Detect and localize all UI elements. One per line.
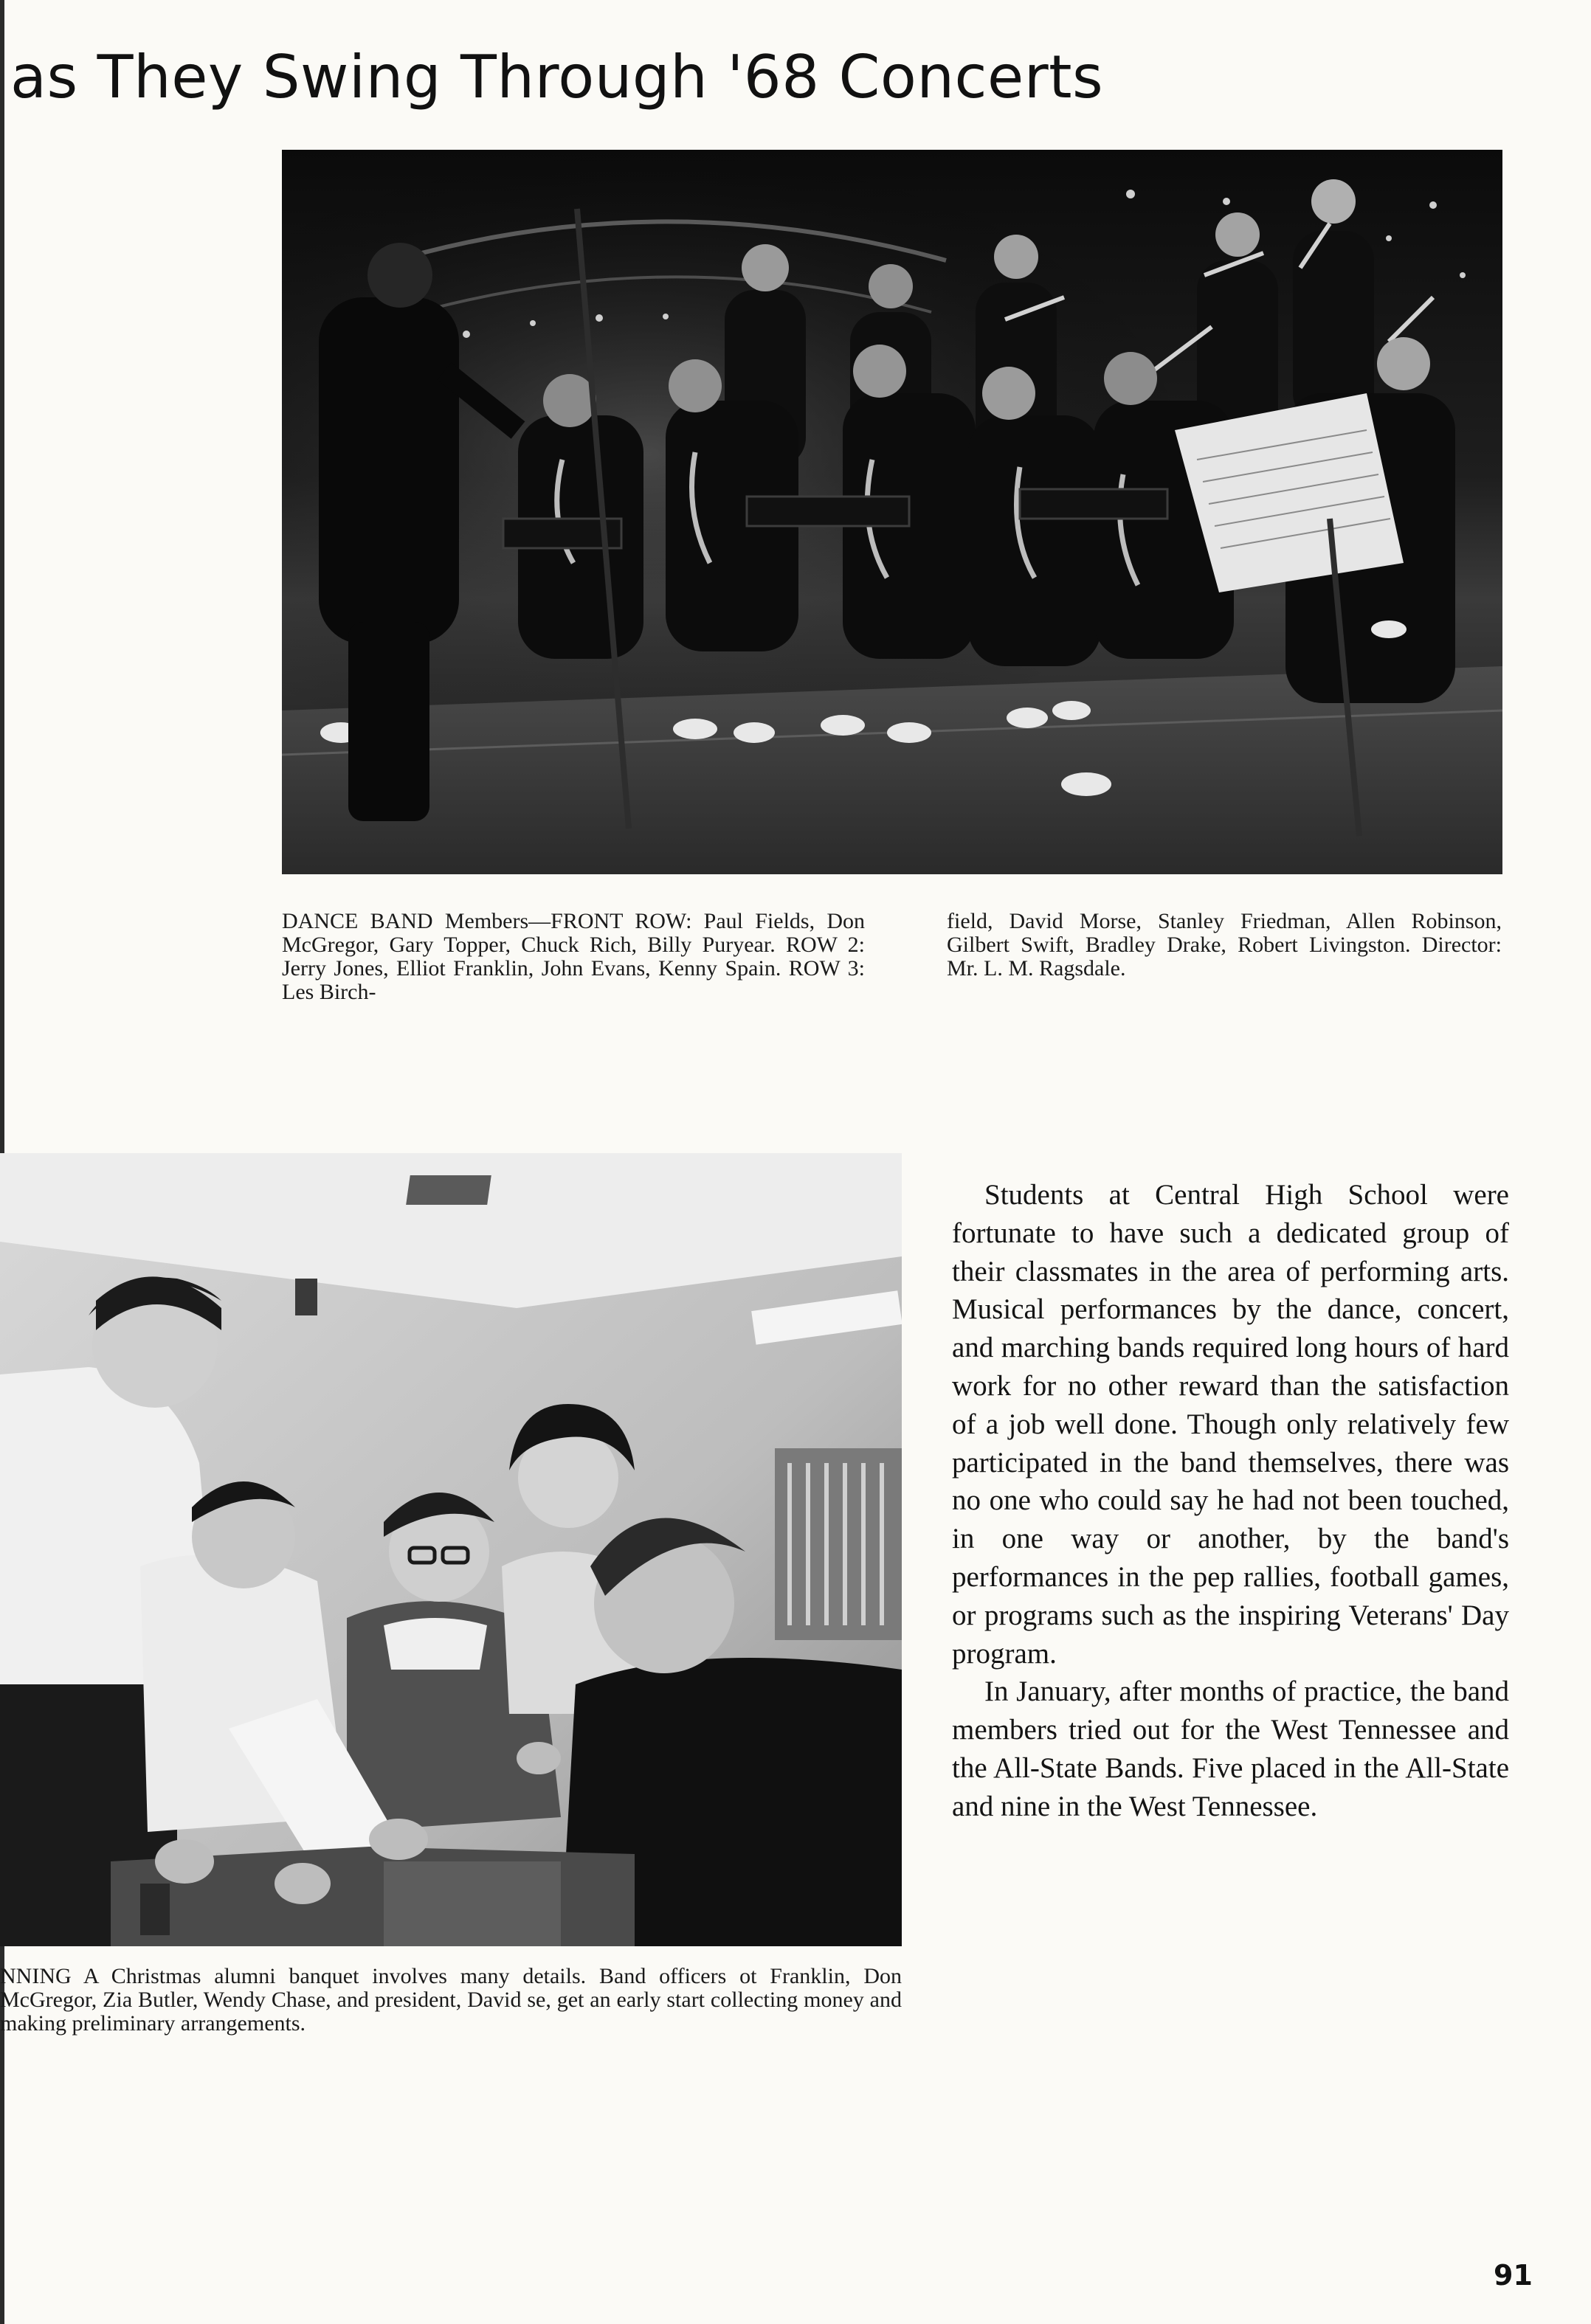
dance-band-photo-image	[282, 150, 1502, 874]
page-headline: as They Swing Through '68 Concerts	[10, 43, 1104, 111]
dance-band-caption-left: DANCE BAND Members—FRONT ROW: Paul Fields, Don McGregor, Gary Topper, Chuck Rich, Billy Puryear. ROW 2: Jerry Jones, Elliot Franklin, John Evans, Kenny Spain. ROW 3: Les Birch-	[282, 909, 865, 1004]
dance-band-photo	[282, 150, 1502, 874]
planning-photo	[0, 1153, 902, 1946]
article-paragraph-1: Students at Central High School were fortunate to have such a dedicated group of their classmates in the area of performing arts. Musical performances by the dance, concert, and marching bands required long hours of hard work for no other reward than the satisfaction of a job well done. Though only relatively few participated in the band themselves, there was no one who could say he had not been touched, in one way or another, by the band's performances in the pep rallies, football games, or programs such as the inspiring Veterans' Day program.	[952, 1179, 1509, 1670]
planning-photo-image	[0, 1153, 902, 1946]
page-number: 91	[1494, 2259, 1533, 2292]
dance-band-caption-right: field, David Morse, Stanley Friedman, Allen Robinson, Gilbert Swift, Bradley Drake, Robert Livingston. Director: Mr. L. M. Ragsdale.	[947, 909, 1502, 981]
article-body	[952, 1176, 1509, 1826]
planning-caption: NNING A Christmas alumni banquet involves many details. Band officers ot Franklin, Don McGregor, Zia Butler, Wendy Chase, and president, David se, get an early start collecting money and making preliminary arrangements.	[0, 1964, 902, 2036]
article-paragraph-2: In January, after months of practice, the band members tried out for the West Tennessee and the All-State Bands. Five placed in the All-State and nine in the West Tennessee.	[952, 1675, 1509, 1822]
